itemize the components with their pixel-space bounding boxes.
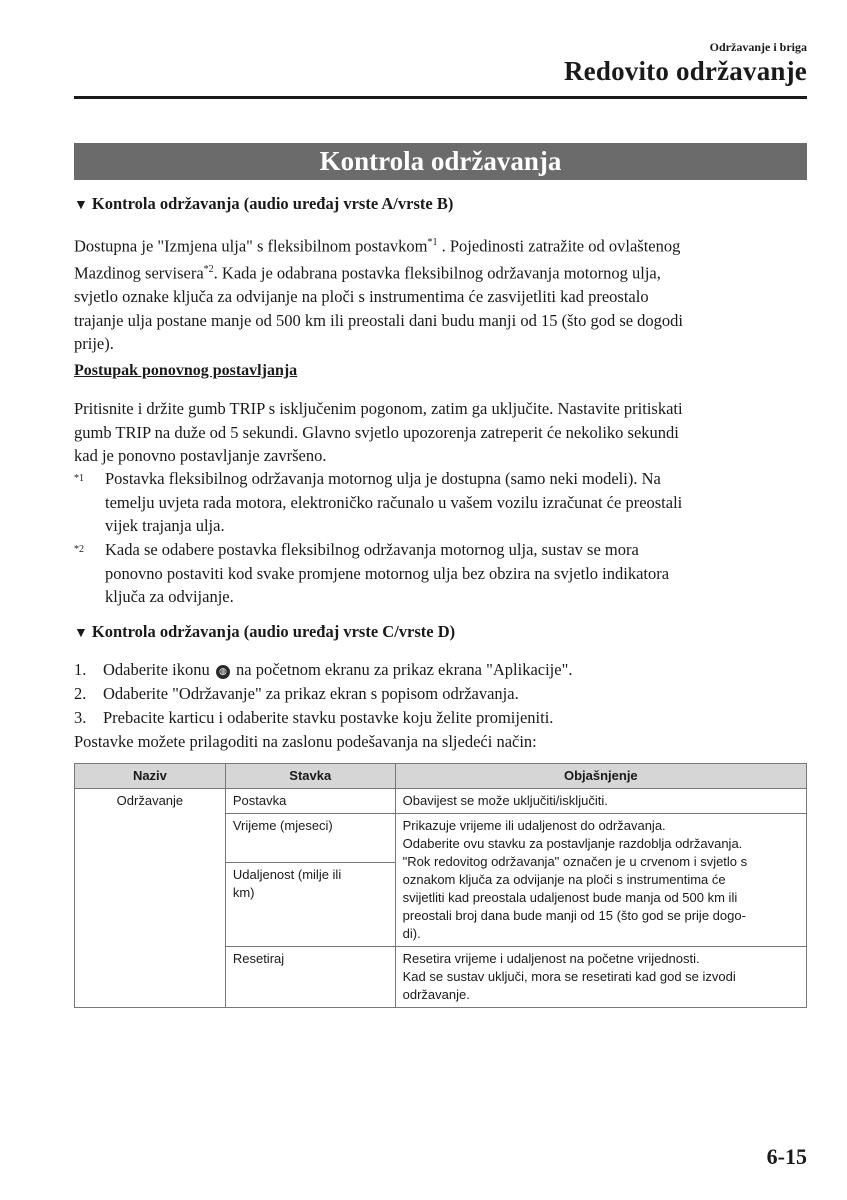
table-cell-stavka <box>225 862 395 946</box>
section-heading-ab-text: Kontrola održavanja (audio uređaj vrste A/vrste B) <box>91 194 454 213</box>
section-heading-ab <box>74 194 453 214</box>
table-cell-stavka: Resetiraj <box>225 947 395 1008</box>
footnote-line: ključa za odvijanje. <box>105 587 234 606</box>
table-cell-objasnjenje <box>395 947 806 1008</box>
cell-line: Prikazuje vrijeme ili udaljenost do održavanja. <box>402 818 666 833</box>
step-number: 1. <box>74 660 87 679</box>
table-cell-objasnjenje <box>395 814 806 947</box>
chapter-label: Održavanje i briga <box>709 40 807 54</box>
step-number: 2. <box>74 684 87 703</box>
footnote-mark: *2 <box>74 544 84 555</box>
cell-line: "Rok redovitog održavanja" označen je u crvenom i svjetlo s <box>402 854 748 869</box>
reset-line: kad je ponovno postavljanje završeno. <box>74 446 327 465</box>
header-rule <box>74 96 807 99</box>
step-text-before: Odaberite ikonu <box>103 660 210 679</box>
reset-paragraph <box>74 397 814 468</box>
section-banner: Kontrola održavanja <box>74 143 807 180</box>
table-cell-stavka: Vrijeme (mjeseci) <box>225 814 395 863</box>
step-2 <box>74 682 519 706</box>
page-title: Redovito održavanje <box>563 56 807 86</box>
cell-line: svijetliti kad preostala udaljenost bude manja od 500 km ili <box>402 890 738 905</box>
cell-line: održavanje. <box>402 987 470 1002</box>
footnote-line: ponovno postaviti kod svake promjene motornog ulja bez obzira na svjetlo indikatora <box>105 563 670 583</box>
section-heading-cd <box>74 622 455 642</box>
intro-line: prije). <box>74 334 114 353</box>
footnote-line: vijek trajanja ulja. <box>105 516 225 535</box>
footnote-line: Kada se odabere postavka fleksibilnog održavanja motornog ulja, sustav se mora <box>105 540 639 559</box>
step-text-after: na početnom ekranu za prikaz ekrana "Aplikacije". <box>236 660 573 679</box>
cell-line: Udaljenost (milje ili <box>232 866 342 882</box>
apps-icon: ◍ <box>216 665 230 679</box>
step-1 <box>74 658 572 682</box>
cell-line: di). <box>402 926 421 941</box>
triangle-down-icon: ▼ <box>74 198 88 213</box>
reset-line: gumb TRIP na duže od 5 sekundi. Glavno svjetlo upozorenja zatreperit će nekoliko sekundi <box>74 422 679 442</box>
intro-paragraph <box>74 231 814 356</box>
footnote-line: Postavka fleksibilnog održavanja motornog ulja je dostupna (samo neki modeli). Na <box>105 469 661 488</box>
table-header-row <box>75 764 807 789</box>
footnote-1 <box>74 467 809 538</box>
step-text: Odaberite "Održavanje" za prikaz ekran s popisom održavanja. <box>103 684 519 703</box>
column-header: Naziv <box>75 764 226 789</box>
reset-heading: Postupak ponovnog postavljanja <box>74 362 298 379</box>
cell-line: oznakom ključa za odvijanje na ploči s instrumentima će <box>402 872 726 887</box>
step-number: 3. <box>74 708 87 727</box>
table-row <box>75 789 807 814</box>
cell-line: Odaberite ovu stavku za postavljanje razdoblja održavanja. <box>402 836 743 851</box>
section-heading-cd-text: Kontrola održavanja (audio uređaj vrste C/vrste D) <box>91 622 456 641</box>
table-cell-objasnjenje <box>395 789 806 814</box>
intro-line: trajanje ulja postane manje od 500 km ili preostali dani budu manji od 15 (što god se dogodi <box>74 310 684 330</box>
intro-line: Dostupna je "Izmjena ulja" s fleksibilnom postavkom$^{*1}$ . Pojedinosti zatražite od ovlaštenog <box>74 236 681 256</box>
table-cell-naziv: Održavanje <box>75 789 226 1008</box>
cell-line: Obavijest se može uključiti/isključiti. <box>402 793 608 808</box>
intro-line: Mazdinog servisera$^{*2}$. Kada je odabrana postavka fleksibilnog održavanja motornog ulja, <box>74 263 661 283</box>
column-header: Stavka <box>225 764 395 789</box>
maintenance-table <box>74 763 807 1008</box>
footnote-2 <box>74 538 809 609</box>
cell-line: km) <box>232 884 255 900</box>
after-steps-text: Postavke možete prilagoditi na zaslonu podešavanja na sljedeći način: <box>74 732 537 751</box>
cell-line: preostali broj dana bude manji od 15 (što god se prije dogo- <box>402 908 746 923</box>
table-cell-stavka: Postavka <box>225 789 395 814</box>
step-3 <box>74 706 553 730</box>
reset-line: Pritisnite i držite gumb TRIP s isključenim pogonom, zatim ga uključite. Nastavite pritiskati <box>74 399 683 418</box>
column-header: Objašnjenje <box>395 764 806 789</box>
footnote-line: temelju uvjeta rada motora, elektroničko računalo u vašem vozilu izračunat će preostali <box>105 492 683 512</box>
triangle-down-icon: ▼ <box>74 626 88 641</box>
cell-line: Resetira vrijeme i udaljenost na početne vrijednosti. <box>402 951 700 966</box>
page-number: 6-15 <box>766 1144 807 1169</box>
intro-line: svjetlo oznake ključa za odvijanje na ploči s instrumentima će zasvijetliti kad preostalo <box>74 287 649 306</box>
footnote-mark: *1 <box>74 473 84 484</box>
step-text: Prebacite karticu i odaberite stavku postavke koju želite promijeniti. <box>103 708 554 727</box>
cell-line: Kad se sustav uključi, mora se resetirati kad god se izvodi <box>402 969 736 984</box>
